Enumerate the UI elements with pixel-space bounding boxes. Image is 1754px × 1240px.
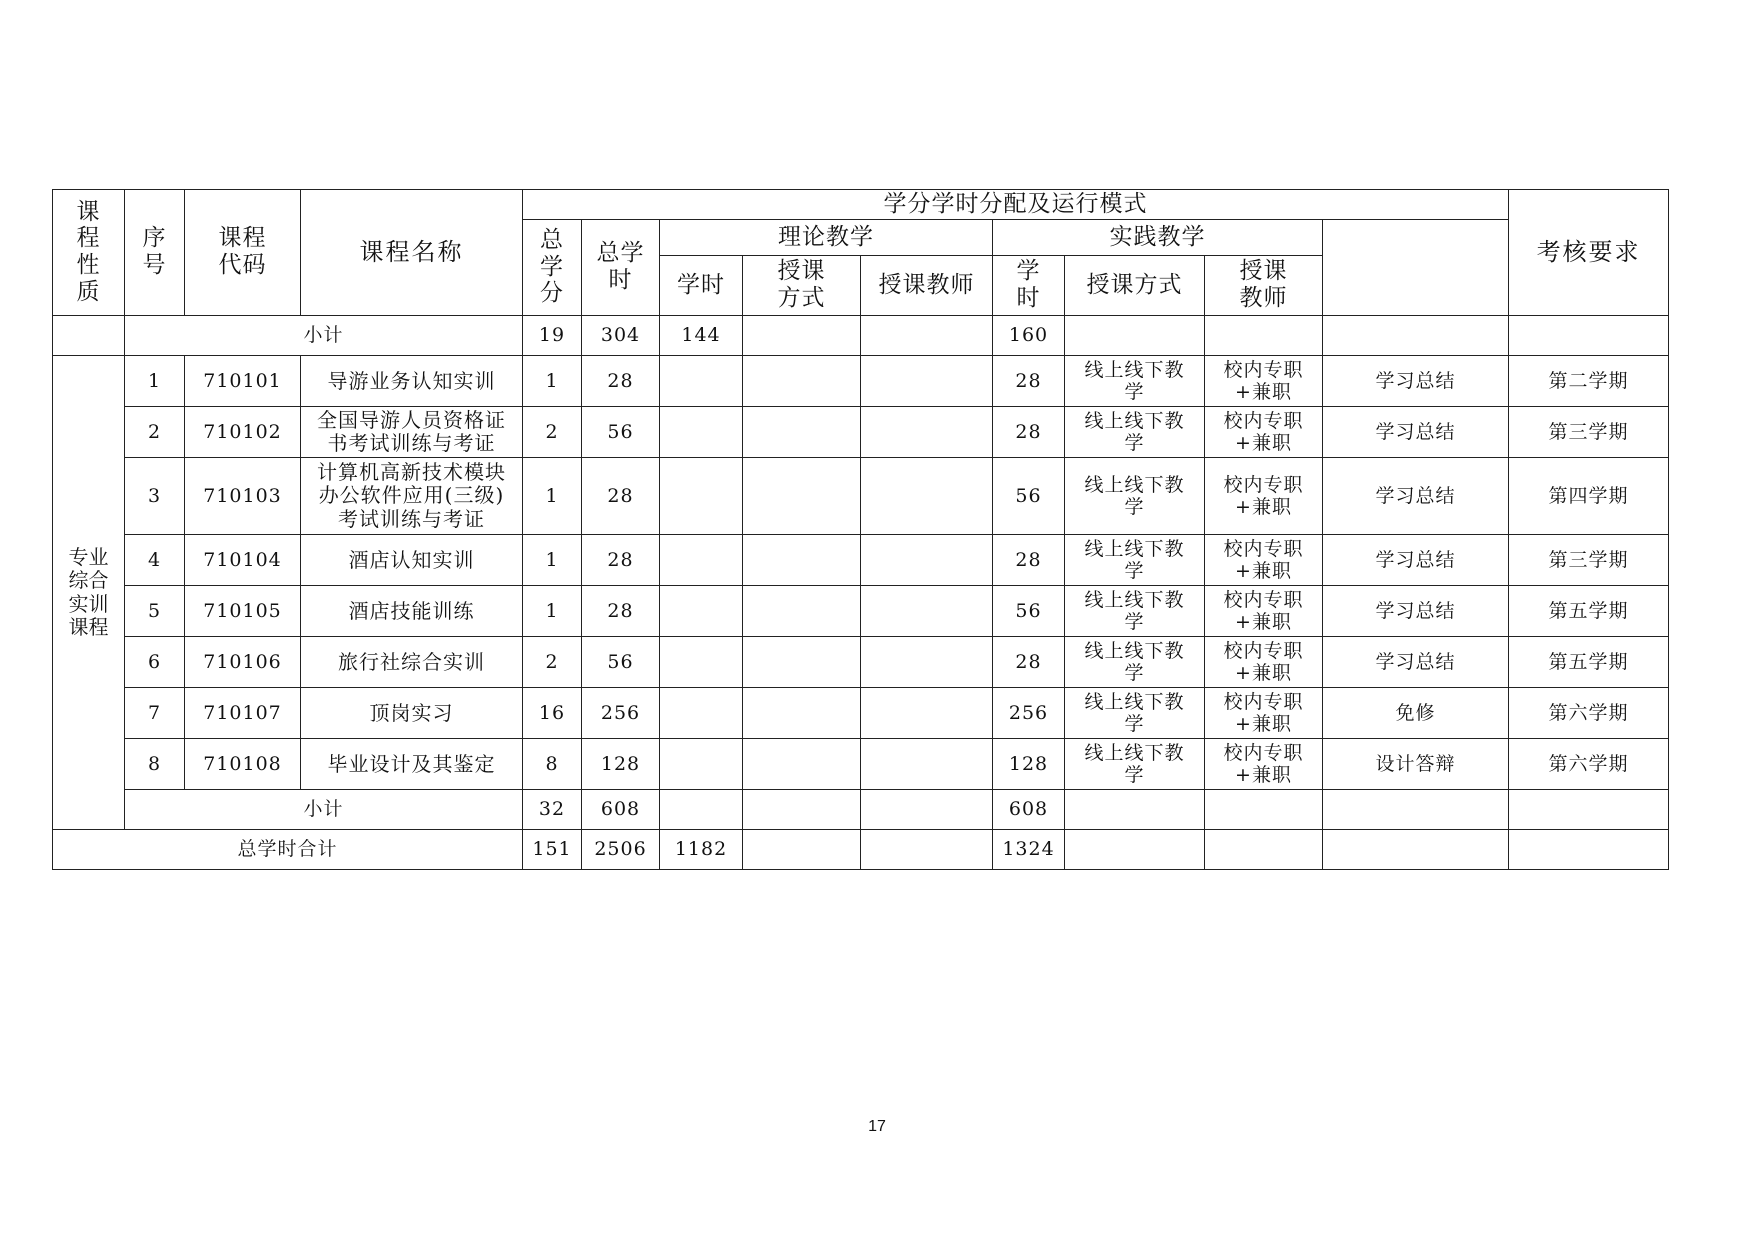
row-teacher-line: 校内专职: [1223, 473, 1304, 496]
row-hours: 56: [582, 637, 660, 688]
row-seq: 1: [125, 356, 185, 407]
row-schedule: 第五学期: [1509, 586, 1669, 637]
row-exam: 学习总结: [1323, 356, 1509, 407]
row-code: 710102: [185, 407, 301, 458]
row-course-name-line: 毕业设计及其鉴定: [327, 751, 496, 776]
row-practice-teacher: [1205, 739, 1323, 790]
row-seq: 2: [125, 407, 185, 458]
row-course-name: [301, 586, 523, 637]
row-practice-method: [1065, 688, 1205, 739]
header-total-credits-line: 学: [540, 253, 564, 280]
category-label-line: 综合: [68, 568, 109, 593]
row-practice-teacher: [1205, 586, 1323, 637]
row-method-line: 线上线下教: [1084, 537, 1185, 560]
row-theory-teacher: [861, 356, 993, 407]
subtotal-theory-hours: [660, 790, 743, 830]
header-theory-teacher: 授课教师: [861, 256, 993, 316]
row-teacher-line: 校内专职: [1223, 358, 1304, 381]
row-course-name-line: 考试训练与考证: [338, 506, 485, 531]
row-credits: 2: [523, 637, 582, 688]
row-seq: 8: [125, 739, 185, 790]
row-practice-hours: 256: [993, 688, 1065, 739]
row-credits: 8: [523, 739, 582, 790]
header-practice-teacher: [1205, 256, 1323, 316]
header-theory-group: 理论教学: [660, 220, 993, 256]
row-code: 710108: [185, 739, 301, 790]
row-method-line: 线上线下教: [1084, 639, 1185, 662]
row-practice-hours: 128: [993, 739, 1065, 790]
grand-total-theory-teacher: [861, 830, 993, 870]
header-theory-method-lines: [778, 258, 826, 311]
header-total-credits-line: 总: [540, 227, 564, 254]
row-theory-method: [743, 688, 861, 739]
header-theory-method-line: 方式: [777, 285, 826, 312]
row-exam: 学习总结: [1323, 586, 1509, 637]
row-teacher-line: 校内专职: [1223, 409, 1304, 432]
prev-subtotal-theory-method: [743, 316, 861, 356]
row-exam: 学习总结: [1323, 407, 1509, 458]
row-course-name: [301, 637, 523, 688]
row-method-line: 线上线下教: [1084, 409, 1185, 432]
row-method-line: 学: [1124, 712, 1145, 735]
header-seq-line: 号: [142, 252, 167, 279]
header-practice-group: 实践教学: [993, 220, 1323, 256]
prev-subtotal-practice-method: [1065, 316, 1205, 356]
grand-total-practice-method: [1065, 830, 1205, 870]
header-course-nature-line: 质: [76, 278, 101, 305]
header-seq-lines: [143, 225, 167, 278]
table-row: [53, 407, 1669, 458]
row-method-line: 线上线下教: [1084, 358, 1185, 381]
header-total-credits-line: 分: [540, 280, 564, 307]
header-total-hours-lines: [597, 240, 645, 293]
row-theory-method: [743, 407, 861, 458]
row-credits: 2: [523, 407, 582, 458]
row-course-name: [301, 407, 523, 458]
header-total-hours-line: 总学: [596, 240, 645, 267]
row-credits: 1: [523, 535, 582, 586]
category-label: [69, 546, 109, 639]
row-theory-hours: [660, 356, 743, 407]
row-practice-method: [1065, 739, 1205, 790]
row-practice-hours: 56: [993, 586, 1065, 637]
row-theory-teacher: [861, 458, 993, 535]
header-practice-teacher-line: 教师: [1239, 285, 1288, 312]
row-schedule: 第五学期: [1509, 637, 1669, 688]
row-course-name: [301, 356, 523, 407]
row-credits: 1: [523, 458, 582, 535]
header-course-code: [185, 190, 301, 316]
row-practice-method: [1065, 586, 1205, 637]
row-practice-method: [1065, 458, 1205, 535]
row-teacher-line: 校内专职: [1223, 690, 1304, 713]
subtotal-schedule: [1509, 790, 1669, 830]
row-exam: 学习总结: [1323, 458, 1509, 535]
subtotal-row: [53, 790, 1669, 830]
header-total-hours: [582, 220, 660, 316]
row-credits: 1: [523, 586, 582, 637]
row-code: 710101: [185, 356, 301, 407]
category-label-line: 专业: [68, 545, 109, 570]
table-row: [53, 637, 1669, 688]
row-practice-teacher: [1205, 458, 1323, 535]
header-row-1: [53, 190, 1669, 220]
row-method-line: 线上线下教: [1084, 741, 1185, 764]
row-theory-teacher: [861, 407, 993, 458]
row-theory-hours: [660, 407, 743, 458]
row-code: 710103: [185, 458, 301, 535]
row-practice-hours: 28: [993, 535, 1065, 586]
subtotal-hours: 608: [582, 790, 660, 830]
row-teacher-line: +兼职: [1235, 763, 1292, 786]
row-method-line: 学: [1124, 763, 1145, 786]
subtotal-theory-method: [743, 790, 861, 830]
row-theory-method: [743, 739, 861, 790]
subtotal-exam: [1323, 790, 1509, 830]
row-seq: 7: [125, 688, 185, 739]
category-cell: [53, 356, 125, 830]
table-row: [53, 458, 1669, 535]
row-exam: 学习总结: [1323, 637, 1509, 688]
row-course-name: [301, 458, 523, 535]
header-seq-line: 序: [142, 225, 167, 252]
header-practice-hours: [993, 256, 1065, 316]
row-teacher-line: +兼职: [1235, 431, 1292, 454]
header-practice-hours-line: 学: [1016, 258, 1041, 285]
row-course-name: [301, 688, 523, 739]
curriculum-table: [52, 189, 1669, 870]
row-practice-method: [1065, 637, 1205, 688]
row-practice-method: [1065, 535, 1205, 586]
header-course-nature-line: 课: [76, 198, 101, 225]
grand-total-label: 总学时合计: [53, 830, 523, 870]
row-method-line: 线上线下教: [1084, 588, 1185, 611]
row-schedule: 第三学期: [1509, 407, 1669, 458]
row-practice-method: [1065, 356, 1205, 407]
row-credits: 16: [523, 688, 582, 739]
row-practice-teacher: [1205, 688, 1323, 739]
subtotal-credits: 32: [523, 790, 582, 830]
row-theory-method: [743, 535, 861, 586]
header-practice-teacher-line: 授课: [1239, 258, 1288, 285]
row-seq: 3: [125, 458, 185, 535]
row-code: 710106: [185, 637, 301, 688]
header-total-credits: [523, 220, 582, 316]
row-course-name-line: 办公软件应用(三级): [318, 483, 505, 508]
prev-subtotal-hours: 304: [582, 316, 660, 356]
header-theory-hours: 学时: [660, 256, 743, 316]
row-hours: 28: [582, 535, 660, 586]
row-method-line: 学: [1124, 495, 1145, 518]
row-theory-method: [743, 586, 861, 637]
row-theory-hours: [660, 535, 743, 586]
header-total-hours-line: 时: [608, 267, 633, 294]
grand-total-theory-hours: 1182: [660, 830, 743, 870]
table-row: [53, 356, 1669, 407]
row-seq: 5: [125, 586, 185, 637]
prev-subtotal-practice-hours: 160: [993, 316, 1065, 356]
row-teacher-line: 校内专职: [1223, 588, 1304, 611]
prev-subtotal-category-cell: [53, 316, 125, 356]
grand-total-practice-teacher: [1205, 830, 1323, 870]
row-exam: 学习总结: [1323, 535, 1509, 586]
row-course-name-line: 旅行社综合实训: [338, 649, 485, 674]
grand-total-credits: 151: [523, 830, 582, 870]
row-theory-hours: [660, 637, 743, 688]
category-label-line: 实训: [68, 591, 109, 616]
header-course-nature-line: 程: [76, 225, 101, 252]
header-theory-method-line: 授课: [777, 258, 826, 285]
row-theory-hours: [660, 458, 743, 535]
row-teacher-line: 校内专职: [1223, 741, 1304, 764]
row-teacher-line: +兼职: [1235, 380, 1292, 403]
row-theory-method: [743, 458, 861, 535]
row-hours: 28: [582, 458, 660, 535]
row-practice-hours: 28: [993, 407, 1065, 458]
prev-subtotal-credits: 19: [523, 316, 582, 356]
header-exam: 考核要求: [1509, 190, 1669, 316]
header-course-name: 课程名称: [301, 190, 523, 316]
row-theory-hours: [660, 739, 743, 790]
prev-subtotal-exam: [1323, 316, 1509, 356]
row-method-line: 学: [1124, 431, 1145, 454]
row-practice-hours: 56: [993, 458, 1065, 535]
row-method-line: 学: [1124, 661, 1145, 684]
header-seq: [125, 190, 185, 316]
subtotal-label: 小计: [125, 790, 523, 830]
row-teacher-line: 校内专职: [1223, 639, 1304, 662]
row-schedule: 第三学期: [1509, 535, 1669, 586]
header-course-nature-lines: [77, 199, 101, 306]
header-course-nature: [53, 190, 125, 316]
header-course-code-lines: [219, 225, 267, 278]
row-theory-teacher: [861, 739, 993, 790]
row-teacher-line: +兼职: [1235, 712, 1292, 735]
grand-total-row: [53, 830, 1669, 870]
row-hours: 256: [582, 688, 660, 739]
header-allocation-group: 学分学时分配及运行模式: [523, 190, 1509, 220]
row-course-name-line: 全国导游人员资格证: [317, 407, 506, 432]
row-practice-teacher: [1205, 407, 1323, 458]
subtotal-practice-hours: 608: [993, 790, 1065, 830]
prev-subtotal-theory-hours: 144: [660, 316, 743, 356]
grand-total-practice-hours: 1324: [993, 830, 1065, 870]
subtotal-practice-method: [1065, 790, 1205, 830]
row-teacher-line: +兼职: [1235, 610, 1292, 633]
row-code: 710107: [185, 688, 301, 739]
row-exam: 免修: [1323, 688, 1509, 739]
row-teacher-line: +兼职: [1235, 661, 1292, 684]
row-hours: 128: [582, 739, 660, 790]
row-schedule: 第四学期: [1509, 458, 1669, 535]
grand-total-schedule: [1509, 830, 1669, 870]
row-seq: 4: [125, 535, 185, 586]
row-practice-method: [1065, 407, 1205, 458]
row-theory-method: [743, 356, 861, 407]
header-total-credits-lines: [540, 227, 564, 307]
row-theory-teacher: [861, 688, 993, 739]
row-practice-teacher: [1205, 637, 1323, 688]
row-credits: 1: [523, 356, 582, 407]
row-method-line: 线上线下教: [1084, 690, 1185, 713]
row-method-line: 学: [1124, 380, 1145, 403]
prev-subtotal-row: [53, 316, 1669, 356]
row-hours: 56: [582, 407, 660, 458]
header-practice-teacher-lines: [1240, 258, 1288, 311]
row-method-line: 学: [1124, 559, 1145, 582]
prev-subtotal-schedule: [1509, 316, 1669, 356]
table-row: [53, 688, 1669, 739]
row-theory-teacher: [861, 637, 993, 688]
row-schedule: 第六学期: [1509, 688, 1669, 739]
page-number: 17: [868, 1118, 886, 1135]
row-theory-hours: [660, 586, 743, 637]
row-practice-hours: 28: [993, 356, 1065, 407]
row-schedule: 第二学期: [1509, 356, 1669, 407]
grand-total-exam: [1323, 830, 1509, 870]
row-teacher-line: +兼职: [1235, 559, 1292, 582]
row-teacher-line: +兼职: [1235, 495, 1292, 518]
header-course-nature-line: 性: [76, 252, 101, 279]
row-theory-method: [743, 637, 861, 688]
row-hours: 28: [582, 586, 660, 637]
row-schedule: 第六学期: [1509, 739, 1669, 790]
row-teacher-line: 校内专职: [1223, 537, 1304, 560]
row-course-name: [301, 535, 523, 586]
header-course-code-line: 课程: [218, 225, 267, 252]
row-practice-teacher: [1205, 535, 1323, 586]
grand-total-hours: 2506: [582, 830, 660, 870]
row-method-line: 线上线下教: [1084, 473, 1185, 496]
header-practice-hours-line: 时: [1016, 285, 1041, 312]
row-seq: 6: [125, 637, 185, 688]
row-code: 710105: [185, 586, 301, 637]
row-practice-hours: 28: [993, 637, 1065, 688]
header-practice-hours-lines: [1017, 258, 1041, 311]
row-code: 710104: [185, 535, 301, 586]
row-course-name-line: 计算机高新技术模块: [317, 460, 506, 485]
row-course-name: [301, 739, 523, 790]
row-course-name-line: 顶岗实习: [369, 700, 454, 725]
row-course-name-line: 酒店认知实训: [348, 547, 475, 572]
table-row: [53, 586, 1669, 637]
row-method-line: 学: [1124, 610, 1145, 633]
row-practice-teacher: [1205, 356, 1323, 407]
row-exam: 设计答辩: [1323, 739, 1509, 790]
header-practice-method: 授课方式: [1065, 256, 1205, 316]
row-theory-teacher: [861, 535, 993, 586]
row-hours: 28: [582, 356, 660, 407]
subtotal-theory-teacher: [861, 790, 993, 830]
table-row: [53, 739, 1669, 790]
row-course-name-line: 导游业务认知实训: [327, 368, 496, 393]
prev-subtotal-practice-teacher: [1205, 316, 1323, 356]
subtotal-practice-teacher: [1205, 790, 1323, 830]
header-theory-method: [743, 256, 861, 316]
row-theory-hours: [660, 688, 743, 739]
category-label-line: 课程: [68, 614, 109, 639]
table-row: [53, 535, 1669, 586]
prev-subtotal-theory-teacher: [861, 316, 993, 356]
prev-subtotal-label: 小计: [125, 316, 523, 356]
row-theory-teacher: [861, 586, 993, 637]
row-course-name-line: 书考试训练与考证: [327, 431, 496, 455]
grand-total-theory-method: [743, 830, 861, 870]
row-course-name-line: 酒店技能训练: [348, 598, 475, 623]
header-course-code-line: 代码: [218, 252, 267, 279]
